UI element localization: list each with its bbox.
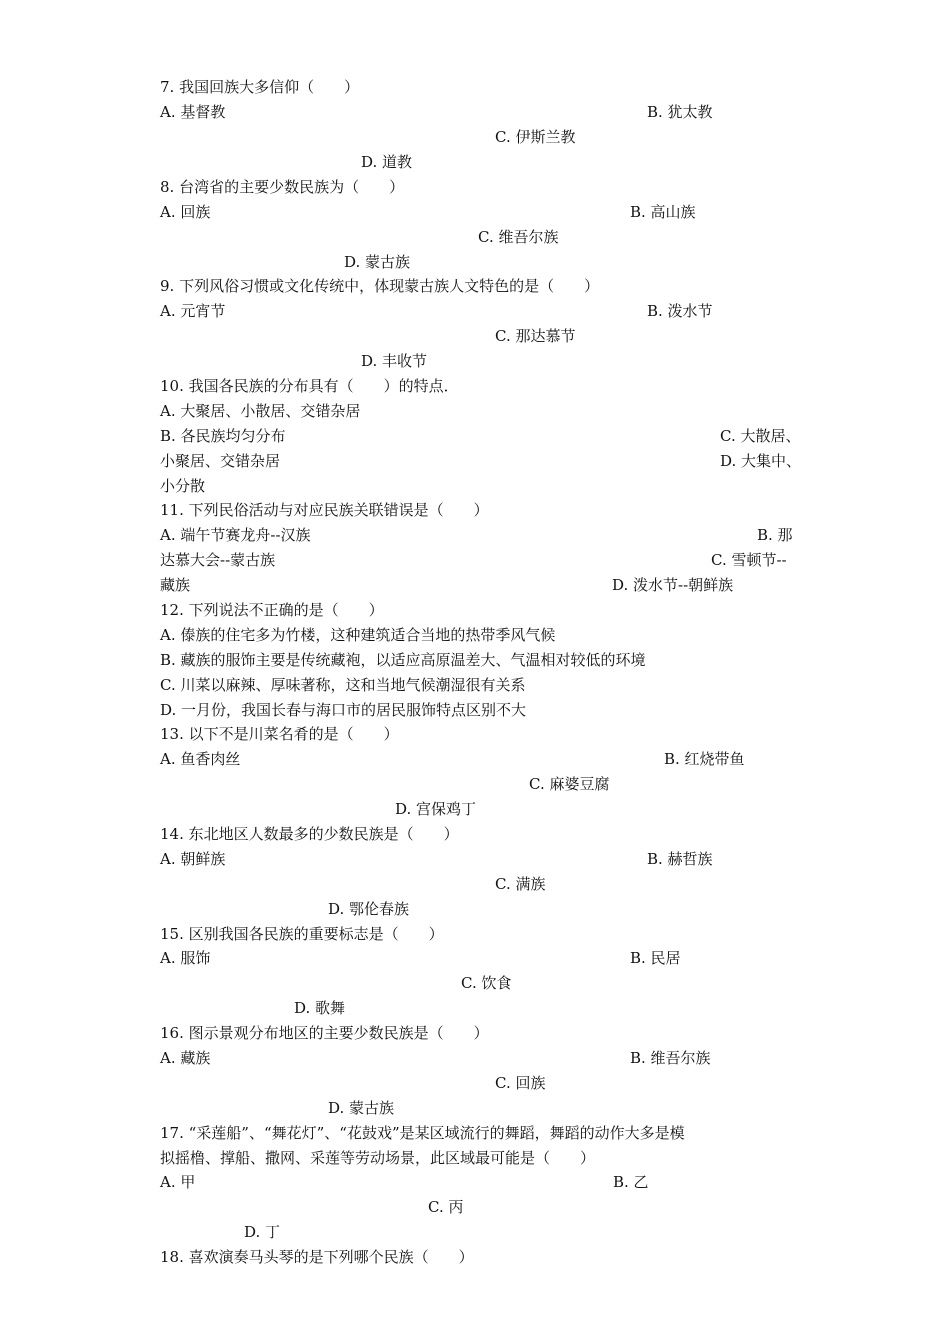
question-12-option-b: B. 藏族的服饰主要是传统藏袍，以适应高原温差大、气温相对较低的环境 — [160, 651, 646, 669]
question-14-option-d: D. 鄂伦春族 — [328, 900, 410, 918]
question-11-option-d: D. 泼水节--朝鲜族 — [612, 576, 734, 594]
question-10-text: 10. 我国各民族的分布具有（ ）的特点． — [160, 377, 459, 395]
question-8-text: 8. 台湾省的主要少数民族为（ ） — [160, 178, 405, 196]
question-14-option-b: B. 赫哲族 — [647, 850, 713, 868]
question-13-option-d: D. 宫保鸡丁 — [395, 800, 477, 818]
question-8-option-b: B. 高山族 — [630, 203, 696, 221]
question-11-option-b-line1: B. 那 — [757, 526, 793, 544]
question-11-option-a: A. 端午节赛龙舟--汉族 — [160, 526, 311, 544]
question-17-option-a: A. 甲 — [160, 1173, 196, 1191]
question-17-option-d: D. 丁 — [244, 1223, 281, 1241]
question-8-option-a: A. 回族 — [160, 203, 211, 221]
question-15-option-a: A. 服饰 — [160, 949, 211, 967]
question-7-option-c: C. 伊斯兰教 — [495, 128, 576, 146]
question-14-option-c: C. 满族 — [495, 875, 546, 893]
question-16-option-a: A. 藏族 — [160, 1049, 211, 1067]
question-15-option-d: D. 歌舞 — [294, 999, 346, 1017]
question-10-option-c-line2: 小聚居、交错杂居 — [160, 452, 281, 470]
question-17-text-line1: 17. “采莲船”、“舞花灯”、“花鼓戏”是某区域流行的舞蹈，舞蹈的动作大多是模 — [160, 1124, 685, 1142]
question-10-option-d-line1: D. 大集中、 — [720, 452, 802, 470]
question-9-option-a: A. 元宵节 — [160, 302, 226, 320]
question-13-option-b: B. 红烧带鱼 — [664, 750, 745, 768]
question-15-option-b: B. 民居 — [630, 949, 681, 967]
question-16-text: 16. 图示景观分布地区的主要少数民族是（ ） — [160, 1024, 489, 1042]
question-15-text: 15. 区别我国各民族的重要标志是（ ） — [160, 925, 444, 943]
question-9-text: 9. 下列风俗习惯或文化传统中，体现蒙古族人文特色的是（ ） — [160, 277, 600, 295]
question-11-text: 11. 下列民俗活动与对应民族关联错误是（ ） — [160, 501, 489, 519]
question-14-option-a: A. 朝鲜族 — [160, 850, 226, 868]
question-14-text: 14. 东北地区人数最多的少数民族是（ ） — [160, 825, 459, 843]
question-11-option-c-line2: 藏族 — [160, 576, 191, 594]
question-8-option-c: C. 维吾尔族 — [478, 228, 559, 246]
question-12-option-c: C. 川菜以麻辣、厚味著称，这和当地气候潮湿很有关系 — [160, 676, 526, 694]
question-7-text: 7. 我国回族大多信仰（ ） — [160, 78, 360, 96]
question-11-option-c-line1: C. 雪顿节-- — [711, 551, 787, 569]
question-16-option-b: B. 维吾尔族 — [630, 1049, 711, 1067]
question-17-option-b: B. 乙 — [613, 1173, 649, 1191]
question-8-option-d: D. 蒙古族 — [344, 253, 411, 271]
question-15-option-c: C. 饮食 — [461, 974, 512, 992]
question-18-text: 18. 喜欢演奏马头琴的是下列哪个民族（ ） — [160, 1248, 474, 1266]
question-9-option-b: B. 泼水节 — [647, 302, 713, 320]
question-10-option-b: B. 各民族均匀分布 — [160, 427, 286, 445]
question-13-option-a: A. 鱼香肉丝 — [160, 750, 241, 768]
question-16-option-d: D. 蒙古族 — [328, 1099, 395, 1117]
question-17-text-line2: 拟摇橹、撑船、撒网、采莲等劳动场景，此区域最可能是（ ） — [160, 1149, 596, 1167]
question-13-option-c: C. 麻婆豆腐 — [529, 775, 610, 793]
question-16-option-c: C. 回族 — [495, 1074, 546, 1092]
question-10-option-a: A. 大聚居、小散居、交错杂居 — [160, 402, 361, 420]
question-10-option-d-line2: 小分散 — [160, 477, 206, 495]
question-9-option-c: C. 那达慕节 — [495, 327, 576, 345]
question-7-option-b: B. 犹太教 — [647, 103, 713, 121]
question-7-option-d: D. 道教 — [361, 153, 413, 171]
question-12-option-a: A. 傣族的住宅多为竹楼，这种建筑适合当地的热带季风气候 — [160, 626, 556, 644]
question-11-option-b-line2: 达慕大会--蒙古族 — [160, 551, 276, 569]
question-13-text: 13. 以下不是川菜名肴的是（ ） — [160, 725, 399, 743]
question-9-option-d: D. 丰收节 — [361, 352, 428, 370]
question-17-option-c: C. 丙 — [428, 1198, 464, 1216]
question-12-option-d: D. 一月份，我国长春与海口市的居民服饰特点区别不大 — [160, 701, 527, 719]
question-10-option-c-line1: C. 大散居、 — [720, 427, 801, 445]
question-12-text: 12. 下列说法不正确的是（ ） — [160, 601, 384, 619]
question-7-option-a: A. 基督教 — [160, 103, 226, 121]
